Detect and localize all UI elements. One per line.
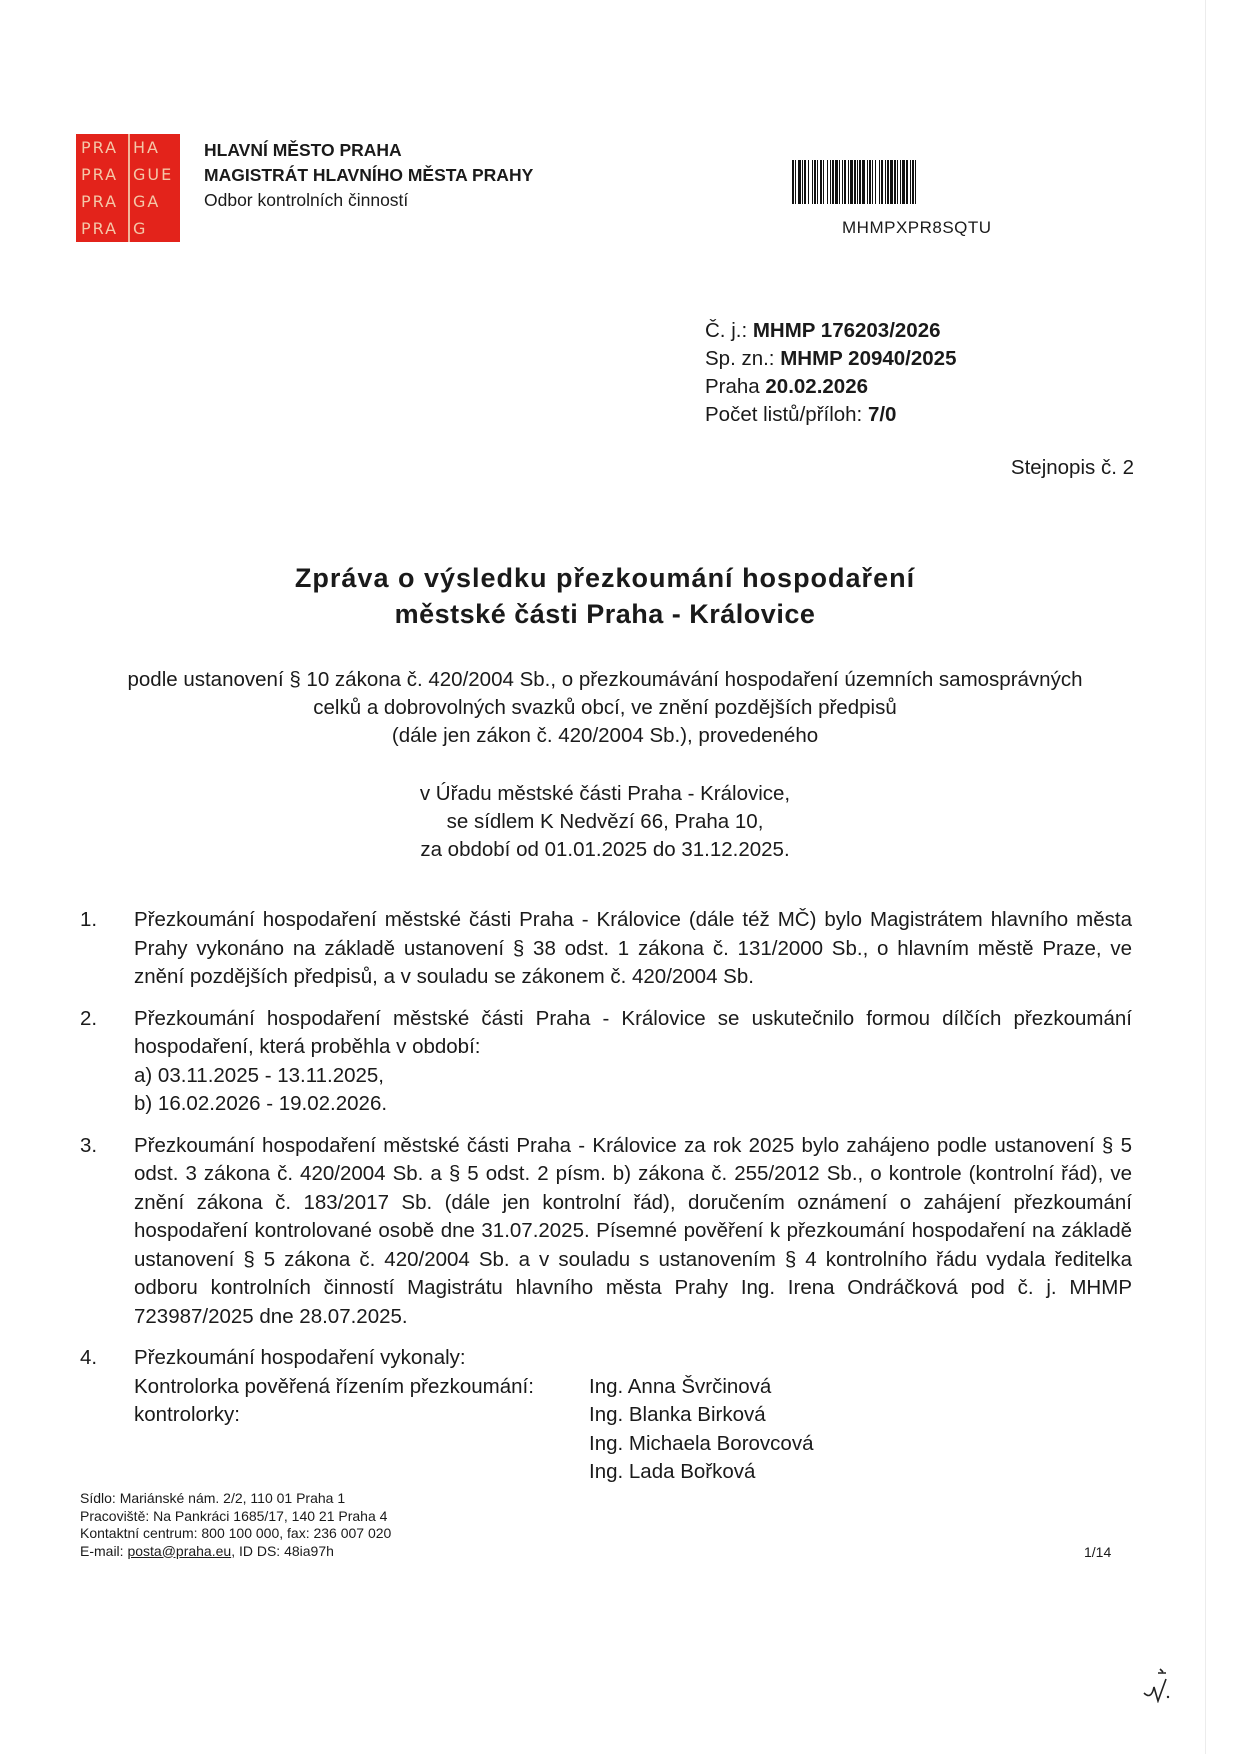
date-value: 20.02.2026	[765, 375, 869, 398]
sheet-count	[705, 401, 956, 429]
legal-basis-line: (dále jen zákon č. 420/2004 Sb.), provedeného	[391, 724, 819, 747]
file-number-value: MHMP 20940/2025	[780, 347, 957, 370]
logo-row	[76, 134, 180, 161]
inspector-name: Ing. Anna Švrčinová	[589, 1374, 772, 1398]
org-department: Odbor kontrolních činností	[204, 190, 409, 210]
case-number-value: MHMP 176203/2026	[752, 319, 941, 342]
logo-text: GA	[133, 192, 161, 211]
barcode-bar	[916, 160, 919, 204]
section-item	[80, 906, 1132, 992]
data-box-id: , ID DS: 48ia97h	[231, 1542, 334, 1559]
file-number	[705, 345, 956, 373]
logo-text: GUE	[133, 165, 174, 184]
review-location	[80, 780, 1130, 864]
date-label: Praha	[705, 375, 766, 398]
footer-email-line	[80, 1543, 391, 1561]
email-link[interactable]: posta@praha.eu	[127, 1542, 232, 1559]
logo-row	[76, 215, 180, 242]
inspector-name: Ing. Michaela Borovcová	[589, 1431, 814, 1455]
organization-header	[204, 138, 533, 213]
copy-number: Stejnopis č. 2	[1010, 456, 1134, 479]
org-name: HLAVNÍ MĚSTO PRAHA	[204, 140, 402, 160]
barcode-code: MHMPXPR8SQTU	[842, 218, 992, 237]
footer-seat: Sídlo: Mariánské nám. 2/2, 110 01 Praha 1	[80, 1490, 346, 1506]
lead-inspector-label: Kontrolorka pověřená řízením přezkoumání:	[134, 1374, 534, 1398]
legal-basis-line: celků a dobrovolných svazků obcí, ve znění pozdějších předpisů	[313, 696, 897, 719]
inspector-names	[589, 1373, 813, 1487]
logo-text: HA	[133, 138, 160, 157]
legal-basis	[80, 666, 1130, 750]
logo-row	[76, 188, 180, 215]
report-sections	[80, 906, 1132, 1500]
file-number-label: Sp. zn.:	[705, 347, 781, 370]
footer-contact-center: Kontaktní centrum: 800 100 000, fax: 236 007 020	[80, 1525, 392, 1541]
email-label: E-mail:	[80, 1542, 128, 1559]
signature-initials	[1138, 1667, 1174, 1703]
period-item: b) 16.02.2026 - 19.02.2026.	[134, 1092, 388, 1115]
document-date	[705, 373, 956, 401]
location-line: se sídlem K Nedvězí 66, Praha 10,	[446, 810, 764, 833]
section-text: Přezkoumání hospodaření vykonaly:	[134, 1346, 466, 1369]
section-text: Přezkoumání hospodaření městské části Praha - Královice (dále též MČ) bylo Magistrátem hlavního města Prahy vykonáno na základě ustanovení § 38 odst. 1 zákona č. 131/2000 Sb., o hlavním městě Praze, ve znění pozdějších předpisů, a v souladu se zákonem č. 420/2004 Sb.	[134, 908, 1132, 988]
inspectors-label: kontrolorky:	[134, 1403, 240, 1426]
location-line: v Úřadu městské části Praha - Královice,	[419, 782, 791, 805]
inspectors-table	[134, 1373, 1132, 1487]
inspector-roles	[134, 1373, 589, 1487]
section-number: 1.	[80, 908, 98, 931]
footer-workplace: Pracoviště: Na Pankráci 1685/17, 140 21 Praha 4	[80, 1507, 388, 1524]
section-item	[80, 1344, 1132, 1487]
title-line: Zpráva o výsledku přezkoumání hospodaření	[294, 563, 916, 593]
document-title	[0, 560, 1210, 632]
section-number: 2.	[80, 1006, 98, 1030]
logo-text: PRA	[81, 219, 119, 238]
case-number	[705, 317, 956, 345]
logo-text: PRA	[81, 165, 119, 184]
section-text: Přezkoumání hospodaření městské části Praha - Královice za rok 2025 bylo zahájeno podle ustanovení § 5 odst. 3 zákona č. 420/2004 Sb. a § 5 odst. 2 písm. b) zákona č. 255/2012 Sb., o kontrole (kontrolní řád), ve znění zákona č. 183/2017 Sb. (dále jen kontrolní řád), doručením oznámení o zahájení přezkoumání hospodaření kontrolované osobě dne 31.07.2025. Písemné pověření k přezkoumání hospodaření na základě ustanovení § 5 zákona č. 420/2004 Sb. a v souladu s ustanovením § 4 kontrolního řádu vydala ředitelka odboru kontrolních činností Magistrátu hlavního města Prahy Ing. Irena Ondráčková pod č. j. MHMP 723987/2025 dne 28.07.2025.	[134, 1133, 1132, 1328]
logo-text: G	[133, 219, 148, 238]
section-item	[80, 1132, 1132, 1332]
location-line: za období od 01.01.2025 do 31.12.2025.	[420, 838, 790, 861]
section-number: 3.	[80, 1133, 98, 1157]
inspector-name: Ing. Blanka Birková	[589, 1403, 766, 1426]
page-number: 1/14	[1084, 1544, 1112, 1560]
scan-edge	[1205, 0, 1206, 1754]
sheet-count-value: 7/0	[867, 403, 897, 426]
section-item	[80, 1005, 1132, 1119]
praha-logo	[76, 134, 180, 242]
legal-basis-line: podle ustanovení § 10 zákona č. 420/2004 Sb., o přezkoumávání hospodaření územních samosprávných	[127, 668, 1083, 691]
title-line: městské části Praha - Královice	[394, 599, 816, 629]
footer-contacts	[80, 1490, 391, 1560]
logo-row	[76, 161, 180, 188]
period-item: a) 03.11.2025 - 13.11.2025,	[134, 1063, 384, 1087]
logo-text: PRA	[81, 138, 119, 157]
section-number: 4.	[80, 1346, 98, 1369]
section-text: Přezkoumání hospodaření městské části Praha - Královice se uskutečnilo formou dílčích přezkoumání hospodaření, která proběhla v období:	[134, 1006, 1132, 1058]
barcode	[792, 160, 1048, 204]
case-number-label: Č. j.:	[705, 319, 753, 342]
logo-text: PRA	[81, 192, 119, 211]
sheet-count-label: Počet listů/příloh:	[705, 403, 868, 426]
org-magistrate: MAGISTRÁT HLAVNÍHO MĚSTA PRAHY	[204, 165, 534, 185]
inspector-name: Ing. Lada Bořková	[589, 1460, 756, 1483]
reference-block	[705, 317, 956, 429]
